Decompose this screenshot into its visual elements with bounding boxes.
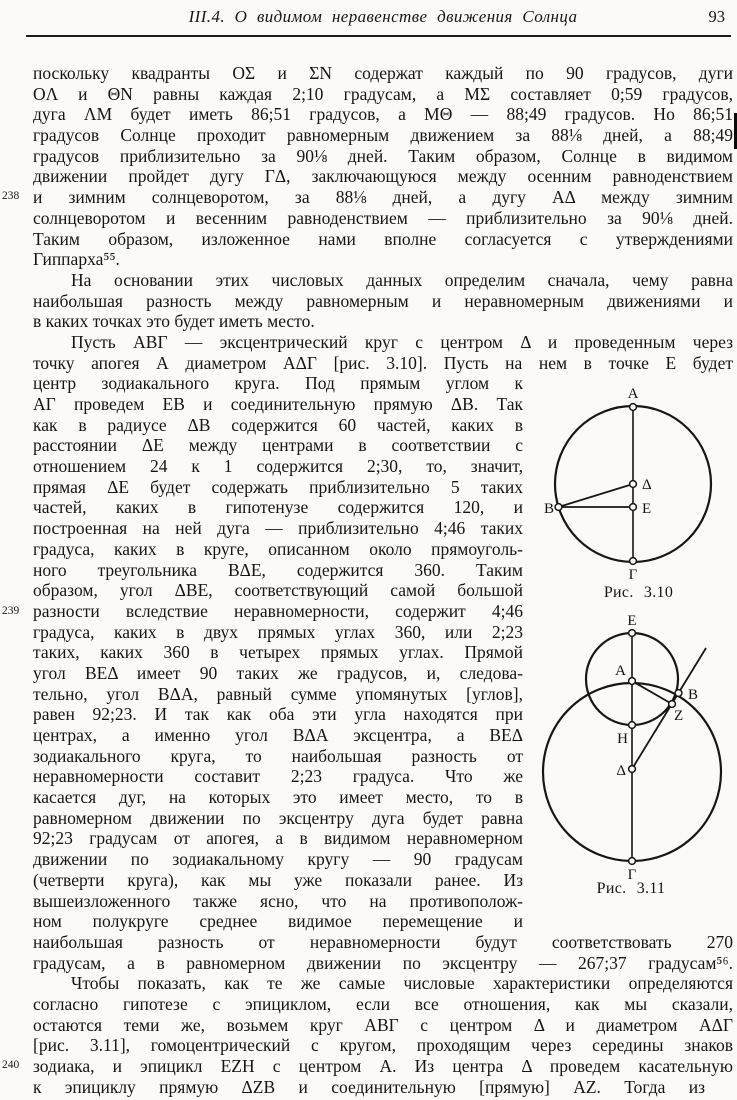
- figure-3-10-caption: Рис. 3.10: [603, 584, 674, 601]
- text-line: к эпициклу прямую ΔZB и соединительную [прямую] AZ. Тогда из: [33, 1076, 705, 1097]
- text-line: ОΛ и ΘN равны каждая 2;10 градусам, а МΣ составляет 0;59 градусов,: [33, 83, 733, 104]
- text-line: градуса, каких в круге, описанном около прямоуголь-: [33, 538, 523, 559]
- text-line: градусов приблизительно за 90⅛ дней. Таким образом, Солнце в видимом: [33, 145, 733, 166]
- label-B: В: [688, 687, 699, 703]
- figure-3-10-drawing: [540, 385, 737, 600]
- label-G: Г: [628, 567, 638, 583]
- text-line: как в радиусе ΔВ содержится 60 частей, каких в: [33, 414, 523, 435]
- text-line: Гиппарха⁵⁵.: [33, 249, 120, 270]
- text-line: касается дуг, на которых это имеет место, то в: [33, 787, 523, 808]
- text-line: остаются теми же, возьмем круг АВГ с центром Δ и диаметром АΔГ: [33, 1014, 733, 1035]
- figure-3-11-drawing: [525, 613, 737, 883]
- text-line: вышеизложенного также ясно, что на противополож-: [33, 890, 523, 911]
- text-line: равен 92;23. И так как оба эти угла находятся при: [33, 704, 523, 725]
- text-line: движении по зодиакальному кругу — 90 градусам: [33, 849, 523, 870]
- text-line: неравномерности составит 2;23 градуса. Что же: [33, 766, 523, 787]
- margin-line-number: 238: [2, 190, 20, 202]
- point-G: [629, 858, 636, 865]
- text-line: в каких точках это будет иметь место.: [33, 311, 315, 332]
- text-line: частей, каких в гипотенузе содержится 120, и: [33, 497, 523, 518]
- text-line: образом, угол ΔВЕ, соответствующий самой большой: [33, 580, 523, 601]
- running-head: III.4. О видимом неравенстве движения Солнца: [188, 7, 578, 26]
- text-line: градуса, каких в двух прямых углах 360, или 2;23: [33, 621, 523, 642]
- label-G: Г: [627, 867, 637, 883]
- point-A: [629, 678, 636, 685]
- point-A: [630, 404, 637, 411]
- text-line: прямая ΔЕ будет содержать приблизительно 5 таких: [33, 476, 523, 497]
- text-line: Пусть АВГ — эксцентрический круг с центром Δ и проведенным через: [71, 331, 733, 352]
- text-line: ном полукруге среднее видимое перемещение и: [33, 911, 523, 932]
- point-G: [630, 558, 637, 565]
- text-line: поскольку квадранты ОΣ и ΣN содержат каждый по 90 градусов, дуги: [33, 63, 733, 83]
- text-line: угол ВЕΔ имеет 90 таких же градусов, и, следова-: [33, 662, 523, 683]
- label-A: А: [627, 386, 639, 402]
- text-line: Чтобы показать, как те же самые числовые характеристики определяются: [71, 973, 733, 994]
- label-E: Е: [642, 501, 652, 517]
- margin-line-number: 239: [2, 605, 20, 617]
- text-line: построенная на ней дуга — приблизительно 4;46 таких: [33, 518, 523, 539]
- point-Z: [669, 701, 676, 708]
- text-line: зодиакального круга, то наибольшая разность от: [33, 745, 523, 766]
- text-line: Таким образом, изложенное нами вполне согласуется с утверждениями: [33, 228, 733, 249]
- figure-3-11-caption: Рис. 3.11: [596, 880, 666, 897]
- point-B: [555, 504, 562, 511]
- text-line: На основании этих числовых данных определим сначала, чему равна: [71, 269, 733, 290]
- text-line: зодиака, и эпицикл EZH с центром А. Из центра Δ проведем касательную: [33, 1056, 733, 1076]
- text-line: солнцеворотом и весенним равноденствием — приблизительно за 90⅛ дней.: [33, 207, 733, 228]
- point-E: [629, 630, 636, 637]
- page-number: 93: [708, 7, 725, 26]
- text-line: (четверти круга), как мы уже показали ранее. Из: [33, 869, 523, 890]
- text-line: равномерном движении по эксцентру дуга будет равна: [33, 807, 523, 828]
- label-B: В: [543, 501, 554, 517]
- text-line: 92;23 градусам от апогея, а в видимом неравномерном: [33, 828, 523, 849]
- text-line: точку апогея А диаметром АΔГ [рис. 3.10]. Пусть на нем в точке Е будет: [33, 352, 733, 373]
- label-H: Н: [617, 731, 628, 747]
- text-line: дуга ΛМ будет иметь 86;51 градусов, а МΘ — 88;49 градусов. Но 86;51: [33, 104, 733, 125]
- text-line: и зимним солнцеворотом, за 88⅛ дней, а дугу АΔ между зимним: [33, 187, 733, 208]
- text-line: градусам, а в равномерном движении по эксцентру — 267;37 градусам⁵⁶.: [33, 952, 733, 973]
- label-D: Δ: [616, 763, 626, 779]
- point-D: [630, 481, 637, 488]
- figure-3-10: [540, 385, 737, 600]
- text-line: тельно, угол ВΔА, равный сумме упомянутых [углов],: [33, 683, 523, 704]
- text-line: наибольшая разность от неравномерности будут соответствовать 270: [33, 931, 733, 952]
- text-line: таких, каких 360 в четырех прямых углах. Прямой: [33, 642, 523, 663]
- figure-3-11: [525, 613, 737, 883]
- text-line: АГ проведем ЕВ и соединительную прямую ΔВ. Так: [33, 394, 523, 414]
- text-line: разности вследствие неравномерности, содержит 4;46: [33, 600, 523, 621]
- line-DB: [559, 484, 634, 507]
- label-E: Е: [627, 613, 637, 629]
- text-line: [рис. 3.11], гомоцентрический с кругом, проходящим через середины знаков: [33, 1035, 733, 1056]
- text-line: центр зодиакального круга. Под прямым углом к: [33, 373, 523, 394]
- point-D: [629, 766, 636, 773]
- text-line: согласно гипотезе с эпициклом, если все отношения, как мы сказали,: [33, 993, 733, 1014]
- point-H: [629, 722, 636, 729]
- point-E: [630, 504, 637, 511]
- text-line: ного треугольника ВΔЕ, содержится 360. Таким: [33, 559, 523, 580]
- label-D: Δ: [642, 477, 652, 493]
- label-Z: Z: [674, 708, 684, 724]
- point-B: [675, 690, 682, 697]
- text-line: движении пройдет дугу ГΔ, заключающуюся между осенним равноденствием: [33, 166, 733, 187]
- text-line: центрах, а именно угол ВΔА эксцентра, а ВЕΔ: [33, 725, 523, 745]
- text-line: отношением 24 к 1 содержится 2;30, то, значит,: [33, 456, 523, 477]
- text-line: наибольшая разность между равномерным и неравномерным движениями и: [33, 290, 733, 311]
- label-A: А: [615, 663, 626, 679]
- text-line: градусов Солнце проходит равномерным движением за 88⅛ дней, а 88;49: [33, 125, 733, 146]
- margin-line-number: 240: [2, 1059, 20, 1071]
- header-rule: [26, 35, 731, 37]
- text-line: расстоянии ΔЕ между центрами в соответствии с: [33, 435, 523, 456]
